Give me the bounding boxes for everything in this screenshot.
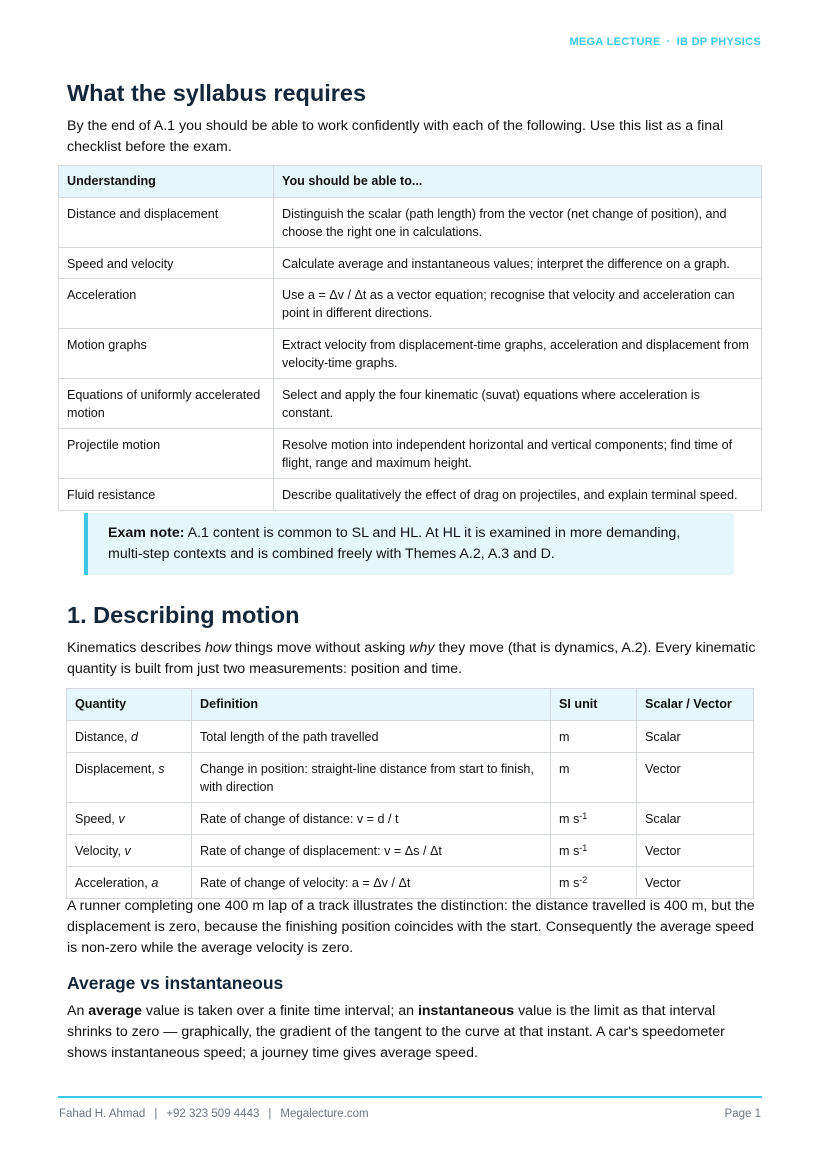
unit-exponent: -1 — [579, 843, 588, 853]
page-header — [569, 36, 761, 48]
definition-cell: Rate of change of displacement: v = Δs / Δt — [192, 835, 551, 867]
section-title: 1. Describing motion — [67, 602, 300, 628]
footer-separator: | — [268, 1108, 272, 1120]
footer-phone: +92 323 509 4443 — [166, 1108, 260, 1120]
footer-rule — [58, 1096, 762, 1098]
table-row — [59, 479, 762, 511]
table-cell: Select and apply the four kinematic (suvat) equations where acceleration is constant. — [274, 379, 762, 429]
para-text: value is the limit as that interval shrinks to zero — graphically, the gradient of the tangent to the curve at that instant. A car's speedometer shows instantaneous speed; a journey time gives average speed. — [67, 1003, 725, 1061]
type-cell: Vector — [637, 835, 754, 867]
intro-emphasis: why — [409, 640, 435, 656]
column-header: Understanding — [59, 166, 274, 198]
page-number: Page 1 — [724, 1108, 761, 1120]
header-separator: · — [666, 36, 671, 48]
footer-site: Megalecture.com — [280, 1108, 369, 1120]
table-row — [59, 379, 762, 429]
unit-text: m s — [559, 876, 580, 890]
exam-note-text: A.1 content is common to SL and HL. At HL it is examined in more demanding, multi-step contexts and is combined freely with Themes A.2, A.3 and D. — [108, 525, 681, 562]
table-row — [59, 329, 762, 379]
footer-separator: | — [154, 1108, 158, 1120]
definition-cell: Change in position: straight-line distance from start to finish, with direction — [192, 753, 551, 803]
type-cell: Vector — [637, 753, 754, 803]
table-header-row — [59, 166, 762, 198]
table-row — [67, 867, 754, 899]
table-cell: Projectile motion — [59, 429, 274, 479]
table-cell: Use a = Δv / Δt as a vector equation; recognise that velocity and acceleration can point in different directions. — [274, 279, 762, 329]
table-cell: Distinguish the scalar (path length) from the vector (net change of position), and choose the right one in calculations. — [274, 198, 762, 248]
type-cell: Scalar — [637, 803, 754, 835]
syllabus-intro: By the end of A.1 you should be able to work confidently with each of the following. Use this list as a final checklist before the exam. — [67, 118, 724, 155]
table-row — [67, 721, 754, 753]
column-header: Definition — [192, 689, 551, 721]
quantity-symbol: s — [158, 762, 165, 776]
para-text: An — [67, 1003, 89, 1019]
quantity-name: Acceleration, — [75, 876, 152, 890]
column-header: You should be able to... — [274, 166, 762, 198]
column-header: SI unit — [551, 689, 637, 721]
table-header-row — [67, 689, 754, 721]
header-brand: MEGA LECTURE — [569, 36, 661, 48]
unit-text: m s — [559, 812, 580, 826]
unit-cell — [551, 803, 637, 835]
table-cell: Describe qualitatively the effect of drag on projectiles, and explain terminal speed. — [274, 479, 762, 511]
table-cell: Distance and displacement — [59, 198, 274, 248]
quantity-symbol: a — [151, 876, 159, 890]
quantity-cell — [67, 835, 192, 867]
unit-cell — [551, 721, 637, 753]
table-row — [59, 248, 762, 279]
table-row — [67, 803, 754, 835]
syllabus-table — [58, 165, 762, 511]
table-cell: Fluid resistance — [59, 479, 274, 511]
quantity-symbol: d — [131, 730, 139, 744]
table-cell: Calculate average and instantaneous values; interpret the difference on a graph. — [274, 248, 762, 279]
unit-cell — [551, 867, 637, 899]
para-bold: average — [88, 1003, 142, 1019]
table-row — [67, 835, 754, 867]
runner-paragraph: A runner completing one 400 m lap of a track illustrates the distinction: the distance travelled is 400 m, but the displacement is zero, because the finishing position coincides with the start. Consequently the average speed is non-zero while the average velocity is zero. — [67, 898, 755, 956]
quantity-cell — [67, 721, 192, 753]
quantity-name: Velocity, — [75, 844, 125, 858]
table-cell: Resolve motion into independent horizontal and vertical components; find time of flight, range and maximum height. — [274, 429, 762, 479]
quantities-table — [66, 688, 754, 899]
unit-exponent: -2 — [579, 875, 588, 885]
column-header: Scalar / Vector — [637, 689, 754, 721]
definition-cell: Rate of change of velocity: a = Δv / Δt — [192, 867, 551, 899]
para-text: value is taken over a finite time interval; an — [141, 1003, 418, 1019]
quantity-name: Speed, — [75, 812, 119, 826]
type-cell: Scalar — [637, 721, 754, 753]
table-row — [67, 753, 754, 803]
quantity-name: Distance, — [75, 730, 131, 744]
unit-text: m — [559, 762, 570, 776]
definition-cell: Rate of change of distance: v = d / t — [192, 803, 551, 835]
unit-cell — [551, 835, 637, 867]
table-row — [59, 429, 762, 479]
exam-note-label: Exam note: — [108, 525, 185, 541]
table-row — [59, 198, 762, 248]
table-cell: Equations of uniformly accelerated motion — [59, 379, 274, 429]
intro-emphasis: how — [205, 640, 232, 656]
table-cell: Motion graphs — [59, 329, 274, 379]
para-bold: instantaneous — [417, 1003, 515, 1019]
footer-contact — [59, 1108, 369, 1120]
unit-exponent: -1 — [579, 811, 588, 821]
table-cell: Acceleration — [59, 279, 274, 329]
section-intro — [67, 638, 757, 680]
average-paragraph — [67, 1001, 757, 1064]
intro-text: things move without asking — [231, 640, 410, 656]
definition-cell: Total length of the path travelled — [192, 721, 551, 753]
quantity-name: Displacement, — [75, 762, 159, 776]
quantity-cell — [67, 753, 192, 803]
table-row — [59, 279, 762, 329]
type-cell: Vector — [637, 867, 754, 899]
quantity-symbol: v — [124, 844, 131, 858]
intro-text: they move (that is dynamics, A.2). Every kinematic quantity is built from just two measurements: position and time. — [67, 640, 756, 677]
intro-text: Kinematics describes — [67, 640, 205, 656]
syllabus-title: What the syllabus requires — [67, 80, 367, 106]
header-subject: IB DP PHYSICS — [676, 36, 761, 48]
footer-author: Fahad H. Ahmad — [59, 1108, 146, 1120]
unit-cell — [551, 753, 637, 803]
unit-text: m s — [559, 844, 580, 858]
quantity-symbol: v — [118, 812, 125, 826]
quantity-cell — [67, 867, 192, 899]
table-cell: Extract velocity from displacement-time graphs, acceleration and displacement from velocity-time graphs. — [274, 329, 762, 379]
table-cell: Speed and velocity — [59, 248, 274, 279]
quantity-cell — [67, 803, 192, 835]
unit-text: m — [559, 730, 570, 744]
exam-note-callout — [84, 513, 734, 575]
subsection-title: Average vs instantaneous — [67, 973, 284, 993]
column-header: Quantity — [67, 689, 192, 721]
